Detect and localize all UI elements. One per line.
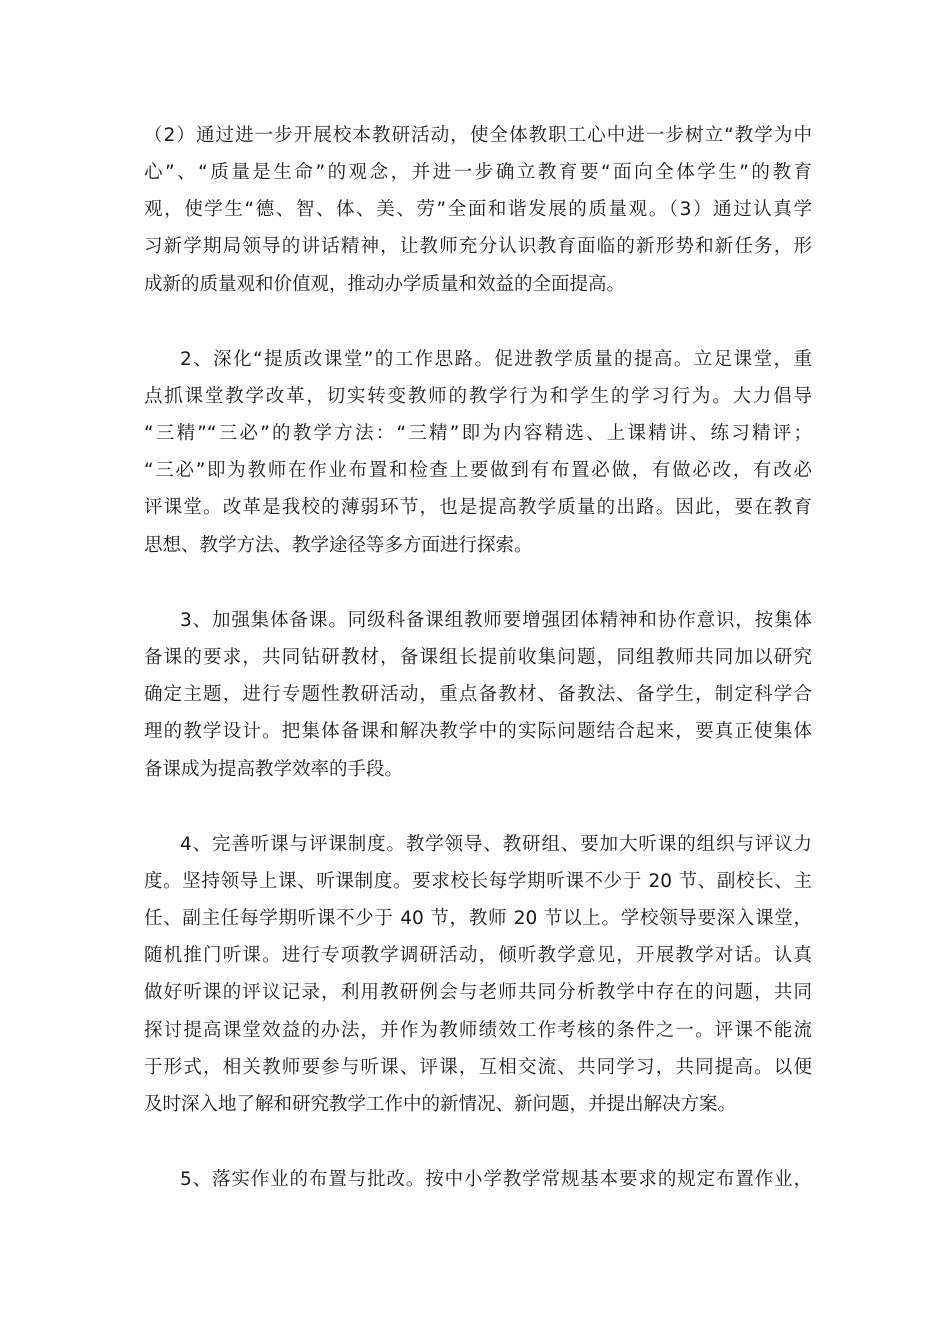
paragraph-line: 备课的要求，共同钻研教材，备课组长提前收集问题，同组教师共同加以研究 <box>144 647 812 668</box>
paragraph-line: 观，使学生“德、智、体、美、劳”全面和谐发展的质量观。（3）通过认真学 <box>144 199 812 220</box>
paragraph-line: 做好听课的评议记录，利用教研例会与老师共同分析教学中存在的问题，共同 <box>144 982 812 1003</box>
paragraph-line: 4、完善听课与评课制度。教学领导、教研组、要加大听课的组织与评议力 <box>180 834 812 855</box>
paragraph-line: 确定主题，进行专题性教研活动，重点备教材、备教法、备学生，制定科学合 <box>144 684 812 705</box>
paragraph-line: 于形式，相关教师要参与听课、评课，互相交流、共同学习，共同提高。以便 <box>144 1057 812 1078</box>
paragraph-line: 3、加强集体备课。同级科备课组教师要增强团体精神和协作意识，按集体 <box>180 610 812 631</box>
paragraph-line: 理的教学设计。把集体备课和解决教学中的实际问题结合起来，要真正使集体 <box>144 721 812 742</box>
paragraph-line: 成新的质量观和价值观，推动办学质量和效益的全面提高。 <box>144 274 626 295</box>
paragraph-line: 任、副主任每学期听课不少于 40 节，教师 20 节以上。学校领导要深入课堂， <box>144 908 812 929</box>
paragraph-line: 探讨提高课堂效益的办法，并作为教师绩效工作考核的条件之一。评课不能流 <box>144 1020 812 1041</box>
paragraph-line: 评课堂。改革是我校的薄弱环节，也是提高教学质量的出路。因此，要在教育 <box>144 497 812 518</box>
paragraph-line: 点抓课堂教学改革，切实转变教师的教学行为和学生的学习行为。大力倡导 <box>144 386 812 407</box>
paragraph-line: 习新学期局领导的讲话精神，让教师充分认识教育面临的新形势和新任务，形 <box>144 236 812 257</box>
paragraph-line: 及时深入地了解和研究教学工作中的新情况、新问题，并提出解决方案。 <box>144 1094 737 1115</box>
paragraph-line: 思想、教学方法、教学途径等多方面进行探索。 <box>144 535 533 556</box>
paragraph-line: 随机推门听课。进行专项教学调研活动，倾听教学意见，开展教学对话。认真 <box>144 945 812 966</box>
paragraph-line: 心”、“质量是生命”的观念，并进一步确立教育要“面向全体学生”的教育 <box>144 162 812 183</box>
paragraph-line: 度。坚持领导上课、听课制度。要求校长每学期听课不少于 20 节、副校长、主 <box>144 871 812 892</box>
paragraph-line: 2、深化“提质改课堂”的工作思路。促进教学质量的提高。立足课堂，重 <box>180 349 812 370</box>
paragraph-line: 备课成为提高教学效率的手段。 <box>144 759 404 780</box>
paragraph-line: （2）通过进一步开展校本教研活动，使全体教职工心中进一步树立“教学为中 <box>144 125 812 146</box>
paragraph-line: “三必”即为教师在作业布置和检查上要做到有布置必做，有做必改，有改必 <box>144 460 812 481</box>
paragraph-line: “三精”“三必”的教学方法：“三精”即为内容精选、上课精讲、练习精评； <box>144 423 812 444</box>
paragraph-line: 5、落实作业的布置与批改。按中小学教学常规基本要求的规定布置作业， <box>180 1169 812 1190</box>
